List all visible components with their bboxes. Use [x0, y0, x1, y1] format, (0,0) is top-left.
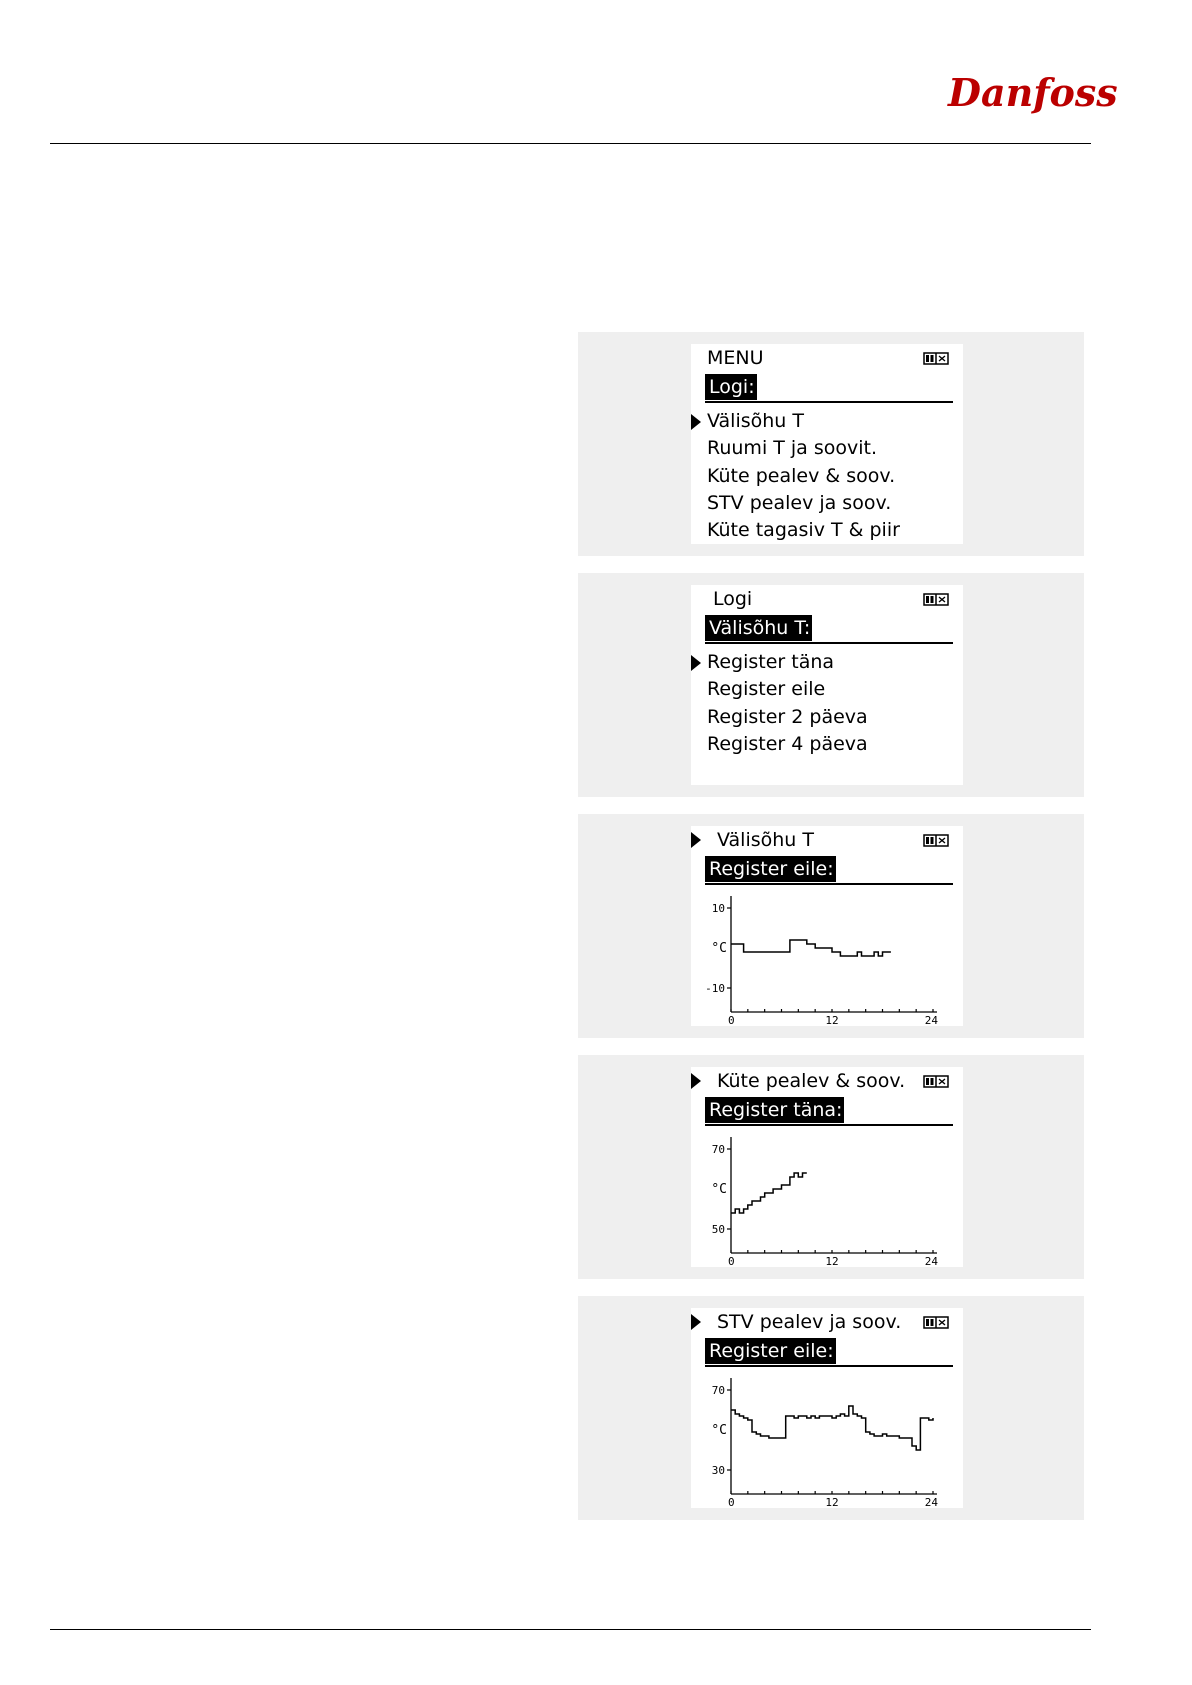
y-tick-label: -10: [705, 982, 725, 995]
x-tick-label: 0: [728, 1496, 735, 1509]
screen-title: Välisõhu T: [717, 829, 814, 851]
screen-title: Logi: [713, 588, 753, 610]
menu-item[interactable]: Välisõhu T: [707, 410, 804, 432]
log-chart: [691, 1131, 963, 1269]
back-arrow-icon: [691, 1314, 701, 1330]
series-line-2: [731, 1406, 933, 1450]
controller-display: [691, 826, 963, 1026]
x-tick-label: 12: [825, 1496, 839, 1509]
menu-item[interactable]: STV pealev ja soov.: [707, 491, 892, 514]
danfoss-logo-text: Danfoss: [948, 70, 1118, 115]
status-icon: [923, 1316, 949, 1329]
menu-item[interactable]: Register 2 päeva: [707, 705, 868, 728]
y-unit-label: °C: [711, 941, 727, 956]
menu-item[interactable]: Ruumi T ja soovit.: [707, 437, 878, 460]
back-arrow-icon: [691, 832, 701, 848]
menu-item[interactable]: Register 4 päeva: [707, 732, 868, 755]
y-tick-label: 30: [711, 1464, 725, 1477]
display-panel-3: [578, 814, 1084, 1038]
menu-list: [707, 408, 900, 544]
menu-item[interactable]: Register täna: [707, 651, 835, 673]
x-tick-label: 24: [924, 1255, 938, 1268]
display-panel-2: [578, 573, 1084, 797]
controller-display: [691, 1308, 963, 1508]
screen-title: Küte pealev & soov.: [717, 1070, 906, 1092]
selected-header[interactable]: Logi:: [705, 374, 757, 400]
danfoss-logo: [944, 62, 1118, 122]
y-unit-label: °C: [711, 1423, 727, 1438]
cursor-arrow-icon: [691, 655, 701, 671]
header-underline: [705, 883, 953, 885]
screen-title: STV pealev ja soov.: [717, 1311, 902, 1333]
log-chart: [691, 890, 963, 1028]
menu-item[interactable]: Register eile: [707, 678, 826, 701]
selected-header[interactable]: Register eile:: [705, 1338, 836, 1364]
status-icon: [923, 834, 949, 847]
status-icon: [923, 1075, 949, 1088]
x-tick-label: 0: [728, 1255, 735, 1268]
status-icon: [923, 352, 949, 365]
header-underline: [705, 1124, 953, 1126]
cursor-arrow-icon: [691, 414, 701, 430]
series-line-0: [731, 940, 891, 956]
x-tick-label: 24: [924, 1496, 938, 1509]
status-icon: [923, 593, 949, 606]
controller-display: [691, 585, 963, 785]
y-tick-label: 70: [711, 1143, 725, 1156]
display-panel-4: [578, 1055, 1084, 1279]
header-rule: [50, 143, 1091, 144]
header-underline: [705, 401, 953, 403]
x-tick-label: 12: [825, 1014, 839, 1027]
controller-display: [691, 1067, 963, 1267]
y-tick-label: 50: [711, 1223, 725, 1236]
x-tick-label: 12: [825, 1255, 839, 1268]
header-underline: [705, 1365, 953, 1367]
controller-display: [691, 344, 963, 544]
x-tick-label: 24: [924, 1014, 938, 1027]
selected-header[interactable]: Register täna:: [705, 1097, 844, 1123]
series-line-1: [731, 1173, 807, 1213]
y-tick-label: 10: [711, 902, 725, 915]
menu-item[interactable]: Küte pealev & soov.: [707, 464, 896, 487]
display-panel-5: [578, 1296, 1084, 1520]
selected-header[interactable]: Register eile:: [705, 856, 836, 882]
screen-title: MENU: [707, 347, 764, 369]
menu-item[interactable]: Küte tagasiv T & piir: [707, 519, 900, 542]
display-panel-1: [578, 332, 1084, 556]
back-arrow-icon: [691, 1073, 701, 1089]
header-underline: [705, 642, 953, 644]
y-tick-label: 70: [711, 1384, 725, 1397]
x-tick-label: 0: [728, 1014, 735, 1027]
log-chart: [691, 1372, 963, 1510]
selected-header[interactable]: Välisõhu T:: [705, 615, 812, 641]
y-unit-label: °C: [711, 1182, 727, 1197]
menu-list: [707, 649, 868, 758]
footer-rule: [50, 1629, 1091, 1630]
